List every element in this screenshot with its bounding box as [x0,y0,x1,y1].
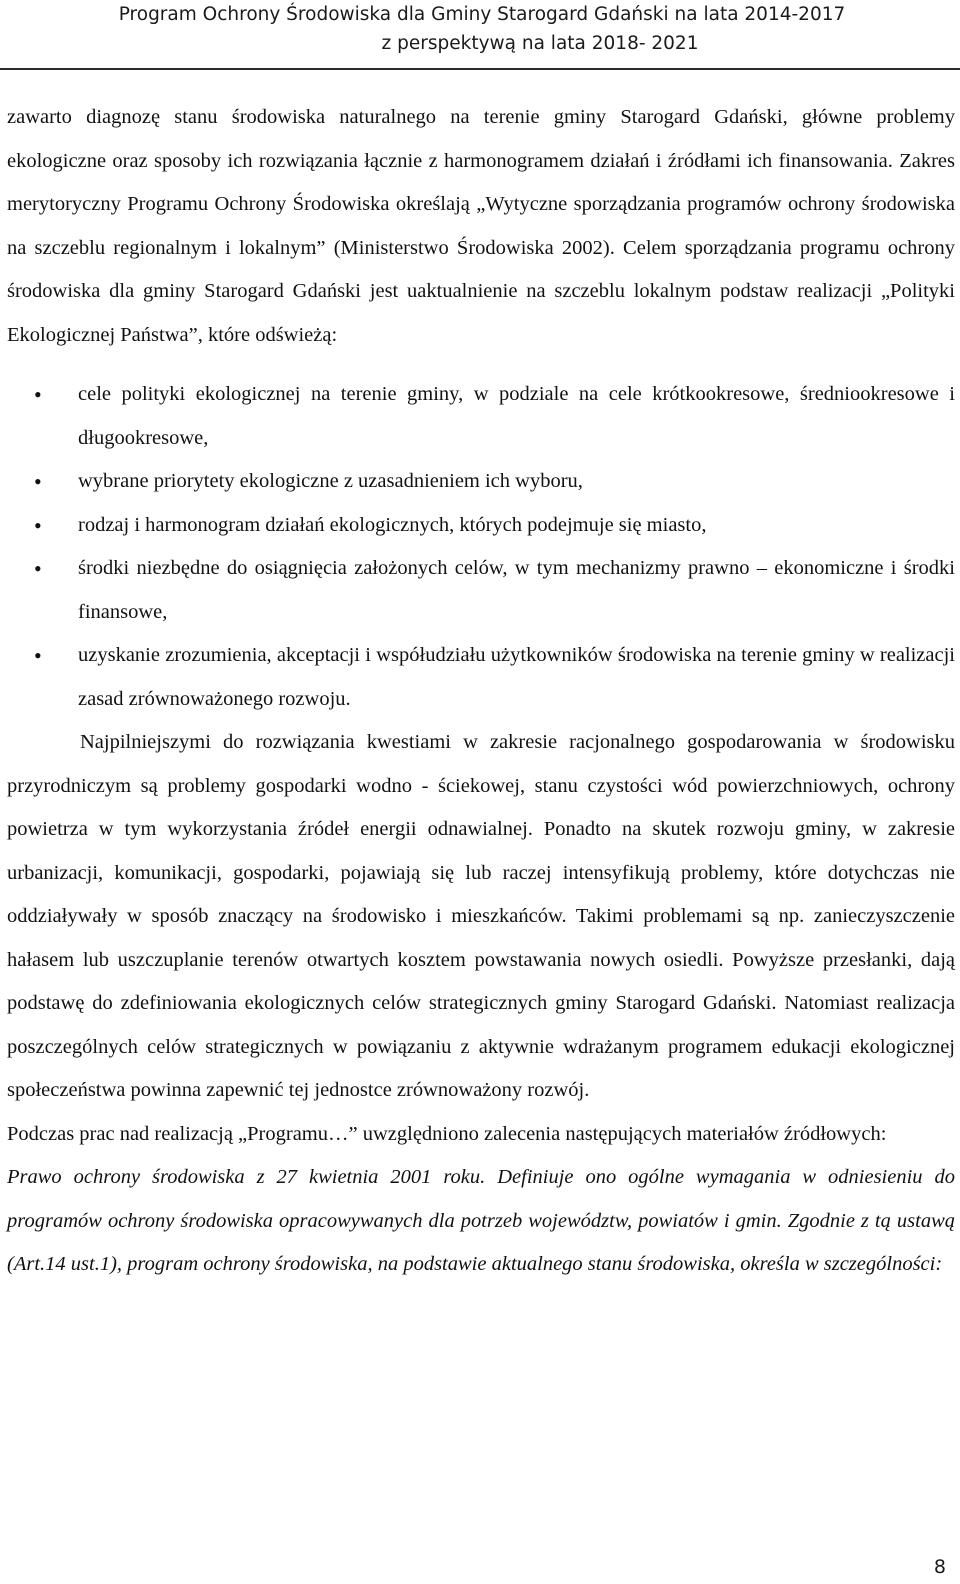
bullet-item: • cele polityki ekologicznej na terenie gminy, w podziale na cele krótkookresowe, średniookresowe i długookresowe, [7,373,955,460]
bullet-item: • wybrane priorytety ekologiczne z uzasadnieniem ich wyboru, [7,460,955,504]
intro-paragraph: zawarto diagnozę stanu środowiska naturalnego na terenie gminy Starogard Gdański, główne problemy ekologiczne oraz sposoby ich rozwiązania łącznie z harmonogramem działań i źródłami ich finansowania. Zakres merytoryczny Programu Ochrony Środowiska określają „Wytyczne sporządzania programów ochrony środowiska na szczeblu regionalnym i lokalnym” (Ministerstwo Środowiska 2002). Celem sporządzania programu ochrony środowiska dla gminy Starogard Gdański jest uaktualnienie na szczeblu lokalnym podstaw realizacji „Polityki Ekologicznej Państwa”, które odświeżą: [7,106,955,346]
bullet-item: • uzyskanie zrozumienia, akceptacji i współudziału użytkowników środowiska na terenie gminy w realizacji zasad zrównoważonego rozwoju. [7,634,955,721]
law-paragraph: Prawo ochrony środowiska z 27 kwietnia 2001 roku. Definiuje ono ogólne wymagania w odniesieniu do programów ochrony środowiska opracowywanych dla potrzeb województw, powiatów i gmin. Zgodnie z tą ustawą (Art.14 ust.1), program ochrony środowiska, na podstawie aktualnego stanu środowiska, określa w szczególności: [7,1166,955,1275]
main-paragraph: Najpilniejszymi do rozwiązania kwestiami w zakresie racjonalnego gospodarowania w środowisku przyrodniczym są problemy gospodarki wodno - ściekowej, stanu czystości wód powierzchniowych, ochrony powietrza w tym wykorzystania źródeł energii odnawialnej. Ponadto na skutek rozwoju gminy, w zakresie urbanizacji, komunikacji, gospodarki, pojawiają się lub raczej intensyfikują problemy, które dotychczas nie oddziaływały w sposób znaczący na środowisko i mieszkańców. Takimi problemami są np. zanieczyszczenie hałasem lub uszczuplanie terenów otwartych kosztem powstawania nowych osiedli. Powyższe przesłanki, dają podstawę do zdefiniowania ekologicznych celów strategicznych gminy Starogard Gdański. Natomiast realizacja poszczególnych celów strategicznych w powiązaniu z aktywnie wdrażanym programem edukacji ekologicznej społeczeństwa powinna zapewnić tej jednostce zrównoważony rozwój. [7,731,955,1101]
bullet-item: • rodzaj i harmonogram działań ekologicznych, których podejmuje się miasto, [7,504,955,548]
bullet-item: • środki niezbędne do osiągnięcia założonych celów, w tym mechanizmy prawno – ekonomiczne i środki finansowe, [7,547,955,634]
document-body [7,96,955,1287]
header-title-line2: z perspektywą na lata 2018- 2021 [381,33,699,54]
header-divider [0,68,960,70]
goals-bullet-list [7,373,955,721]
page-header [0,0,960,68]
materials-paragraph: Podczas prac nad realizacją „Programu…” uwzględniono zalecenia następujących materiałów źródłowych: [7,1122,887,1145]
header-title-line1: Program Ochrony Środowiska dla Gminy Starogard Gdański na lata 2014-2017 [118,4,846,25]
page-number: 8 [933,1556,946,1578]
